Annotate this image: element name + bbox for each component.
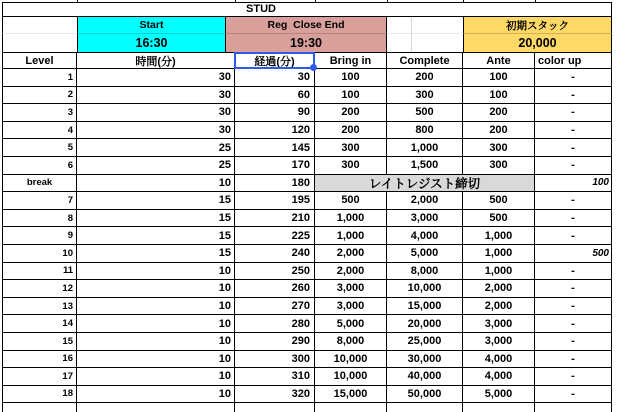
cell-bring-in[interactable]: 1,000 <box>315 210 387 228</box>
cell-level[interactable]: 11 <box>2 263 77 281</box>
cell-elapsed[interactable]: 260 <box>235 280 315 298</box>
cell-bring-in[interactable]: 2,000 <box>315 263 387 281</box>
cell-color-up[interactable]: - <box>535 192 612 210</box>
cell-ante[interactable]: 1,000 <box>463 245 535 263</box>
cell-level[interactable]: break <box>2 175 77 193</box>
empty-cell[interactable] <box>2 34 77 52</box>
cell-elapsed[interactable]: 290 <box>235 333 315 351</box>
cell-ante[interactable]: 3,000 <box>463 333 535 351</box>
cell-complete[interactable]: 10,000 <box>387 280 463 298</box>
cell-elapsed[interactable]: 280 <box>235 315 315 333</box>
cell-time[interactable]: 30 <box>77 69 235 87</box>
cell-elapsed[interactable]: 250 <box>235 263 315 281</box>
header-ante[interactable]: Ante <box>463 52 535 69</box>
initial-stack-value-cell[interactable]: 20,000 <box>463 34 612 52</box>
cell-bring-in[interactable]: 2,000 <box>315 245 387 263</box>
cell-complete[interactable]: 1,000 <box>387 139 463 157</box>
cell-level[interactable]: 13 <box>2 298 77 316</box>
cell-time[interactable]: 30 <box>77 122 235 140</box>
cell-level[interactable]: 5 <box>2 139 77 157</box>
empty-cell[interactable] <box>387 17 463 34</box>
empty-cell-partial[interactable] <box>77 403 235 412</box>
cell-elapsed[interactable]: 210 <box>235 210 315 228</box>
start-time-cell[interactable]: 16:30 <box>77 34 225 52</box>
header-color-up[interactable]: color up <box>535 52 612 69</box>
cell-time[interactable]: 10 <box>77 298 235 316</box>
cell-elapsed[interactable]: 145 <box>235 139 315 157</box>
cell-complete[interactable]: 25,000 <box>387 333 463 351</box>
cell-elapsed[interactable]: 270 <box>235 298 315 316</box>
cell-complete[interactable]: 5,000 <box>387 245 463 263</box>
cell-elapsed[interactable]: 30 <box>235 69 315 87</box>
cell-bring-in[interactable]: 200 <box>315 104 387 122</box>
cell-bring-in[interactable]: 3,000 <box>315 280 387 298</box>
cell-time[interactable]: 10 <box>77 333 235 351</box>
header-level[interactable]: Level <box>2 52 77 69</box>
cell-level[interactable]: 1 <box>2 69 77 87</box>
cell-ante[interactable]: 4,000 <box>463 368 535 386</box>
cell-ante[interactable]: 500 <box>463 192 535 210</box>
empty-cell[interactable] <box>387 34 463 52</box>
cell-elapsed[interactable]: 90 <box>235 104 315 122</box>
cell-color-up[interactable]: 500 <box>535 245 612 263</box>
cell-level[interactable]: 15 <box>2 333 77 351</box>
cell-color-up[interactable]: - <box>535 157 612 175</box>
cell-complete[interactable]: 2,000 <box>387 192 463 210</box>
cell-level[interactable]: 18 <box>2 386 77 404</box>
cell-complete[interactable]: 50,000 <box>387 386 463 404</box>
cell-elapsed[interactable]: 225 <box>235 227 315 245</box>
cell-bring-in[interactable]: 10,000 <box>315 368 387 386</box>
cell-time[interactable]: 10 <box>77 280 235 298</box>
cell-time[interactable]: 10 <box>77 386 235 404</box>
cell-bring-in[interactable]: 10,000 <box>315 351 387 369</box>
cell-level[interactable]: 10 <box>2 245 77 263</box>
cell-complete[interactable]: 200 <box>387 69 463 87</box>
cell-bring-in[interactable]: 3,000 <box>315 298 387 316</box>
cell-color-up[interactable]: - <box>535 298 612 316</box>
cell-bring-in[interactable]: 8,000 <box>315 333 387 351</box>
start-label-cell[interactable]: Start <box>77 17 225 34</box>
cell-level[interactable]: 2 <box>2 87 77 105</box>
cell-time[interactable]: 10 <box>77 175 235 193</box>
cell-color-up[interactable]: - <box>535 386 612 404</box>
cell-complete[interactable]: 20,000 <box>387 315 463 333</box>
cell-elapsed[interactable]: 170 <box>235 157 315 175</box>
cell-bring-in[interactable]: 100 <box>315 69 387 87</box>
cell-time[interactable]: 15 <box>77 192 235 210</box>
cell-elapsed[interactable]: 180 <box>235 175 315 193</box>
cell-color-up[interactable]: - <box>535 280 612 298</box>
cell-time[interactable]: 10 <box>77 368 235 386</box>
title-row[interactable] <box>2 2 612 17</box>
cell-complete[interactable]: 3,000 <box>387 210 463 228</box>
cell-bring-in[interactable]: 100 <box>315 87 387 105</box>
cell-color-up[interactable]: - <box>535 104 612 122</box>
cell-elapsed[interactable]: 320 <box>235 386 315 404</box>
cell-elapsed[interactable]: 195 <box>235 192 315 210</box>
cell-complete[interactable]: 300 <box>387 87 463 105</box>
cell-level[interactable]: 16 <box>2 351 77 369</box>
cell-elapsed[interactable]: 300 <box>235 351 315 369</box>
cell-level[interactable]: 7 <box>2 192 77 210</box>
cell-bring-in[interactable]: 500 <box>315 192 387 210</box>
empty-cell-partial[interactable] <box>235 403 315 412</box>
cell-color-up[interactable]: 100 <box>535 175 612 193</box>
cell-level[interactable]: 6 <box>2 157 77 175</box>
cell-time[interactable]: 30 <box>77 104 235 122</box>
cell-complete[interactable]: 500 <box>387 104 463 122</box>
cell-color-up[interactable]: - <box>535 315 612 333</box>
header-time[interactable]: 時間(分) <box>77 52 235 69</box>
cell-elapsed[interactable]: 240 <box>235 245 315 263</box>
cell-time[interactable]: 15 <box>77 227 235 245</box>
cell-ante[interactable]: 3,000 <box>463 315 535 333</box>
cell-time[interactable]: 15 <box>77 245 235 263</box>
cell-color-up[interactable]: - <box>535 139 612 157</box>
reg-close-time-cell[interactable]: 19:30 <box>225 34 387 52</box>
cell-complete[interactable]: 8,000 <box>387 263 463 281</box>
cell-elapsed[interactable]: 310 <box>235 368 315 386</box>
cell-bring-in[interactable]: 1,000 <box>315 227 387 245</box>
cell-color-up[interactable]: - <box>535 122 612 140</box>
cell-complete[interactable]: 1,500 <box>387 157 463 175</box>
cell-time[interactable]: 15 <box>77 210 235 228</box>
cell-elapsed[interactable]: 60 <box>235 87 315 105</box>
initial-stack-label-cell[interactable]: 初期スタック <box>463 17 612 34</box>
cell-color-up[interactable]: - <box>535 263 612 281</box>
cell-time[interactable]: 10 <box>77 351 235 369</box>
cell-color-up[interactable]: - <box>535 210 612 228</box>
faint-gridline <box>411 17 412 52</box>
cell-color-up[interactable]: - <box>535 69 612 87</box>
cell-level[interactable]: 3 <box>2 104 77 122</box>
cell-level[interactable]: 4 <box>2 122 77 140</box>
cell-ante[interactable]: 200 <box>463 122 535 140</box>
cell-ante[interactable]: 100 <box>463 69 535 87</box>
cell-bring-in[interactable]: 200 <box>315 122 387 140</box>
cell-level[interactable]: 14 <box>2 315 77 333</box>
cell-complete[interactable]: 30,000 <box>387 351 463 369</box>
cell-complete[interactable]: 800 <box>387 122 463 140</box>
cell-ante[interactable]: 1,000 <box>463 263 535 281</box>
header-elapsed-selected[interactable] <box>235 52 315 69</box>
cell-color-up[interactable]: - <box>535 333 612 351</box>
cell-level[interactable]: 12 <box>2 280 77 298</box>
cell-time[interactable]: 25 <box>77 139 235 157</box>
cell-color-up[interactable]: - <box>535 227 612 245</box>
cell-elapsed[interactable]: 120 <box>235 122 315 140</box>
cell-complete[interactable]: 40,000 <box>387 368 463 386</box>
cell-bring-in[interactable]: 300 <box>315 157 387 175</box>
cell-ante[interactable]: 1,000 <box>463 227 535 245</box>
cell-color-up[interactable]: - <box>535 351 612 369</box>
empty-cell-partial[interactable] <box>535 403 612 412</box>
cell-bring-in[interactable]: 300 <box>315 139 387 157</box>
cell-time[interactable]: 10 <box>77 315 235 333</box>
info-label-row <box>2 17 612 34</box>
cell-ante[interactable]: 300 <box>463 157 535 175</box>
cell-bring-in[interactable]: 15,000 <box>315 386 387 404</box>
header-bring-in[interactable]: Bring in <box>315 52 387 69</box>
empty-cell[interactable] <box>2 17 77 34</box>
cell-color-up[interactable]: - <box>535 368 612 386</box>
sheet-title: STUD <box>246 3 276 15</box>
cell-ante[interactable]: 300 <box>463 139 535 157</box>
cell-ante[interactable]: 4,000 <box>463 351 535 369</box>
info-value-row <box>2 34 612 52</box>
empty-cell-partial[interactable] <box>387 403 463 412</box>
cell-ante[interactable]: 500 <box>463 210 535 228</box>
cell-ante[interactable]: 100 <box>463 87 535 105</box>
cell-time[interactable]: 30 <box>77 87 235 105</box>
cell-complete[interactable]: 15,000 <box>387 298 463 316</box>
cell-level[interactable]: 17 <box>2 368 77 386</box>
late-reg-close-cell[interactable]: レイトレジスト締切 <box>315 175 535 193</box>
cell-level[interactable]: 8 <box>2 210 77 228</box>
cell-ante[interactable]: 200 <box>463 104 535 122</box>
cell-ante[interactable]: 5,000 <box>463 386 535 404</box>
empty-cell-partial[interactable] <box>463 403 535 412</box>
cell-color-up[interactable]: - <box>535 87 612 105</box>
cell-bring-in[interactable]: 5,000 <box>315 315 387 333</box>
empty-cell-partial[interactable] <box>2 403 77 412</box>
cell-time[interactable]: 10 <box>77 263 235 281</box>
cell-ante[interactable]: 2,000 <box>463 280 535 298</box>
cell-level[interactable]: 9 <box>2 227 77 245</box>
header-complete[interactable]: Complete <box>387 52 463 69</box>
reg-close-label-cell[interactable]: Reg Close End <box>225 17 387 34</box>
cell-time[interactable]: 25 <box>77 157 235 175</box>
cell-complete[interactable]: 4,000 <box>387 227 463 245</box>
header-elapsed-label: 経過(分) <box>254 55 295 68</box>
structure-table <box>2 52 612 412</box>
cell-ante[interactable]: 2,000 <box>463 298 535 316</box>
empty-cell-partial[interactable] <box>315 403 387 412</box>
